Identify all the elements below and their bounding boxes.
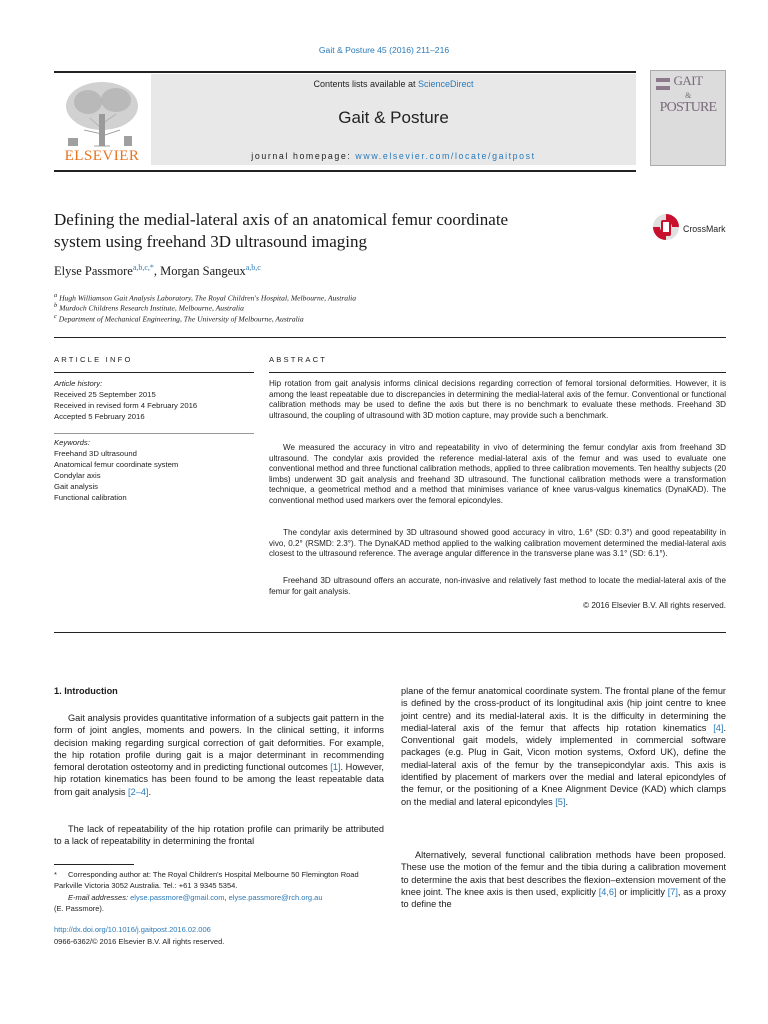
body-text: Alternatively, several functional calibration methods have been proposed. These use the motion of the femur and the tibia during a calibration movement to determine the axis that best describes the flexion–extension movement of the knee joint. The knee axis is then used, explicitly [401, 850, 726, 897]
abstract-paragraph [269, 443, 726, 507]
body-paragraph [54, 823, 384, 848]
cover-decoration [656, 86, 670, 90]
footnote-corresponding [54, 870, 384, 891]
abstract-paragraph: Hip rotation from gait analysis informs clinical decisions regarding correction of femoral torsional deformities. However, it is among the least repeatable due to discrepancies in determining the medial-lateral axis of the femur. Conventional or functional calibration methods may be used to define the axis but there is no benchmark to evaluate these methods. Freehand 3D ultrasound, the coupling of ultrasound with 3D motion capture, may provide such a benchmark. [269, 379, 726, 420]
citation-link[interactable]: [1] [330, 762, 341, 773]
body-paragraph [54, 712, 384, 798]
abstract-copyright: © 2016 Elsevier B.V. All rights reserved. [583, 601, 726, 610]
cover-decoration [656, 78, 670, 82]
article-info-heading: ARTICLE INFO [54, 355, 133, 364]
homepage-prefix: journal homepage: [251, 151, 356, 161]
affiliation-mark: b [54, 302, 58, 309]
author-separator: , [153, 264, 161, 279]
abstract-rule [269, 372, 726, 373]
history-item: Received in revised form 4 February 2016 [54, 401, 198, 410]
history-item: Accepted 5 February 2016 [54, 412, 145, 421]
footnote-emails [54, 893, 384, 904]
top-rule [54, 71, 636, 73]
body-text: Gait analysis provides quantitative information of a subjects gait pattern in the form of joint angles, moments and powers. In the clinical setting, it informs decision making regarding surgical correction of gait deformities. For example, the hip rotation profile during gait is a major determinant in recommending femoral derotation osteotomy and in predicting functional outcomes [54, 713, 384, 773]
journal-title: Gait & Posture [338, 108, 449, 127]
section-rule [54, 337, 726, 338]
affiliation [54, 302, 244, 313]
footnote-text: Corresponding author at: The Royal Children's Hospital Melbourne 50 Flemington Road Parkville Victoria 3052 Australia. Tel.: +61 3 9345 5354. [54, 870, 359, 890]
contents-prefix: Contents lists available at [313, 79, 419, 89]
affiliation [54, 292, 356, 303]
section-rule [54, 632, 726, 633]
abstract-paragraph [269, 576, 726, 597]
author-list [54, 263, 261, 279]
publisher-wordmark: ELSEVIER [64, 148, 140, 164]
affiliation-mark: c [54, 313, 57, 320]
crossmark-label[interactable]: CrossMark [683, 224, 726, 234]
cover-title-word-1: GAIT [673, 73, 703, 88]
cover-title-conj: & [685, 91, 691, 100]
affiliation-text: Murdoch Childrens Research Institute, Melbourne, Australia [59, 303, 244, 313]
body-text: or implicitly [616, 886, 668, 897]
body-paragraph [401, 685, 726, 808]
body-text: . However, hip rotation kinematics has been found to be among the least repeatable data from gait analysis [54, 762, 384, 797]
article-info-divider [54, 433, 254, 434]
keywords-label: Keywords: [54, 438, 90, 447]
author-name: Morgan Sangeux [160, 264, 246, 279]
body-text: . Conventional gait models, widely implemented in commercial software packages (e.g. Plug in Gait, Vicon motion systems, Oxford UK), define the medial-lateral axis of the femur by the transepicondylar axis. This axis is identified by placement of markers over the medial and lateral epicondyles of the femur, or the positioning of a Knee Alignment Device (KAD) which clamps on the medial and lateral epicondyles [401, 722, 726, 807]
body-paragraph [401, 849, 726, 910]
author-affiliation-marks[interactable]: a,b,c [245, 263, 261, 272]
citation-link[interactable]: [7] [667, 886, 678, 897]
body-text: plane of the femur anatomical coordinate system. The frontal plane of the femur is defined by the cross-product of its longitudinal axis (hip joint centre to knee joint centre) and its medial-lateral axis. It is the difficulty in determining the medial-lateral axis of the femur that affects hip rotation kinematics [401, 686, 726, 733]
article-info-rule [54, 372, 254, 373]
email-label: E-mail addresses: [68, 893, 129, 902]
body-text: , as a proxy to define the [401, 886, 726, 910]
article-title-line-1: Defining the medial-lateral axis of an anatomical femur coordinate [54, 210, 509, 229]
citation-link[interactable]: [5] [555, 796, 566, 807]
cover-title-word-2: POSTURE [659, 100, 717, 115]
affiliation-text: Department of Mechanical Engineering, The University of Melbourne, Australia [58, 314, 304, 324]
body-text: . [565, 796, 569, 807]
article-title [54, 209, 634, 253]
doi-link[interactable]: http://dx.doi.org/10.1016/j.gaitpost.2016.02.006 [54, 925, 211, 934]
citation-link[interactable]: [4,6] [598, 886, 617, 897]
citation-link[interactable]: [2–4] [128, 786, 149, 797]
keyword: Anatomical femur coordinate system [54, 460, 179, 469]
abstract-paragraph [269, 528, 726, 560]
keyword: Functional calibration [54, 493, 127, 502]
body-text: The lack of repeatability of the hip rotation profile can primarily be attributed to a lack of repeatability in determining the frontal [54, 824, 384, 847]
abstract-paragraph-text: We measured the accuracy in vitro and repeatability in vivo of determining the femur condylar axis from freehand 3D ultrasound. The condylar axis provided the reference medial-lateral axis of the femur and was used to evaluate one conventional method and three functional calibration methods, applied to three calibration movements. Ten healthy subjects (20 limbs) underwent 3D gait analysis and freehand 3D ultrasound. The functional calibration methods were a transformation technique, a geometrical method and a method that minimises variance of knee varus-valgus kinematics (DynaKAD). The conventional method used markers over the femoral epicondyles. [269, 443, 726, 505]
abstract-paragraph-text: Freehand 3D ultrasound offers an accurate, non-invasive and relatively fast method to locate the medial-lateral axis of the femur for gait analysis. [269, 576, 726, 596]
journal-reference-link[interactable]: Gait & Posture 45 (2016) 211–216 [318, 45, 450, 55]
article-title-line-2: system using freehand 3D ultrasound imaging [54, 232, 368, 251]
footnote-rule [54, 864, 134, 865]
affiliation-text: Hugh Williamson Gait Analysis Laboratory, The Royal Children's Hospital, Melbourne, Australia [59, 293, 357, 303]
citation-link[interactable]: [4] [713, 722, 724, 733]
footnote-star: * [54, 870, 57, 879]
contents-line [151, 79, 636, 89]
affiliation [54, 313, 304, 324]
footnote-email-note: (E. Passmore). [54, 904, 105, 913]
keyword: Freehand 3D ultrasound [54, 449, 137, 458]
email-link[interactable]: elyse.passmore@gmail.com [130, 893, 225, 902]
author-affiliation-marks[interactable]: a,b,c,* [132, 263, 154, 272]
issn-line: 0966-6362/© 2016 Elsevier B.V. All rights reserved. [54, 937, 225, 946]
journal-homepage-link[interactable]: www.elsevier.com/locate/gaitpost [355, 151, 536, 161]
header-rule [54, 170, 636, 172]
email-separator: , [224, 893, 229, 902]
affiliation-mark: a [54, 292, 58, 299]
author-name: Elyse Passmore [54, 264, 133, 279]
keyword: Gait analysis [54, 482, 99, 491]
homepage-line [151, 151, 636, 161]
history-label: Article history: [54, 379, 103, 388]
body-text: . [148, 786, 152, 797]
email-link[interactable]: elyse.passmore@rch.org.au [228, 893, 323, 902]
sciencedirect-link[interactable]: ScienceDirect [418, 79, 474, 89]
crossmark-icon[interactable] [652, 212, 680, 242]
history-item: Received 25 September 2015 [54, 390, 156, 399]
abstract-paragraph-text: The condylar axis determined by 3D ultrasound showed good accuracy in vitro, 1.6° (SD: 0.3°) and good repeatability in vivo, 0.2° (RSMD: 2.3°). The DynaKAD method applied to the walking calibration movement determined the medial-lateral axis closest to the ultrasound reference. The average angular difference in the transverse plane was 3.1° (SD: 6.1°). [269, 528, 726, 559]
keyword: Condylar axis [54, 471, 101, 480]
abstract-heading: ABSTRACT [269, 355, 328, 364]
section-heading-introduction: 1. Introduction [54, 686, 118, 696]
